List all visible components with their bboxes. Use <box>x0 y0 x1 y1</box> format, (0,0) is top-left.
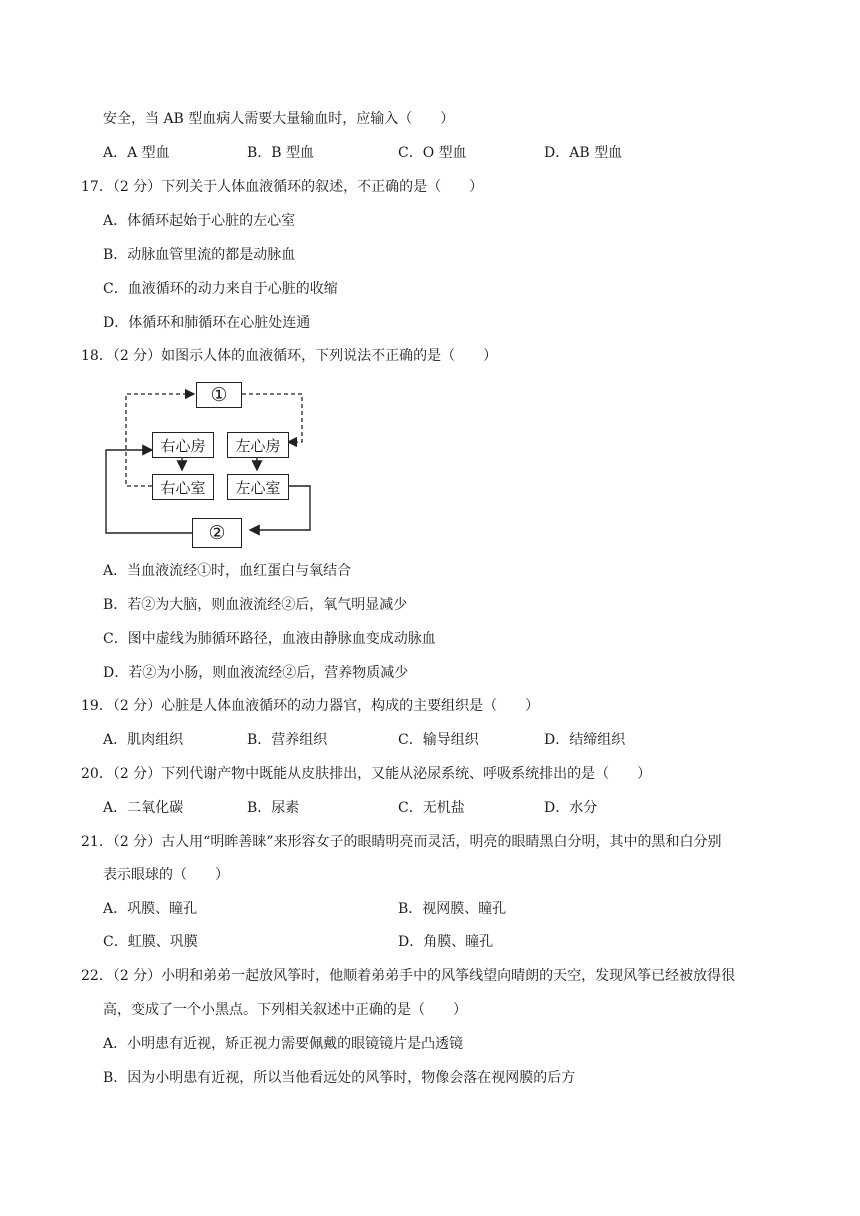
right-ventricle-box: 右心室 <box>152 474 214 500</box>
q18-stem: 18．（2 分）如图示人体的血液循环，下列说法不正确的是（ ） <box>81 348 498 364</box>
right-atrium-box: 右心房 <box>152 432 214 458</box>
left-ventricle-box: 左心室 <box>227 474 289 500</box>
q18-option-a: A．当血液流经①时，血红蛋白与氧结合 <box>103 563 352 579</box>
q17-option-d: D．体循环和肺循环在心脏处连通 <box>103 315 311 331</box>
q21-option-a: A．巩膜、瞳孔 <box>103 901 198 917</box>
q17-option-c: C．血液循环的动力来自于心脏的收缩 <box>103 281 338 297</box>
q22-stem-line2: 高，变成了一个小黑点。下列相关叙述中正确的是（ ） <box>103 1002 467 1018</box>
q19-option-d: D．结缔组织 <box>544 732 626 748</box>
q21-stem-line2: 表示眼球的（ ） <box>103 867 229 883</box>
q22-stem-line1: 22．（2 分）小明和弟弟一起放风筝时，他顺着弟弟手中的风筝线望向晴朗的天空，发现风筝已经被放得很 <box>81 968 736 984</box>
q17-option-b: B．动脉血管里流的都是动脉血 <box>103 247 296 263</box>
q16-stem-tail: 安全，当 AB 型血病人需要大量输血时，应输入（ ） <box>103 111 455 127</box>
q21-option-b: B．视网膜、瞳孔 <box>398 901 507 917</box>
q18-option-d: D．若②为小肠，则血液流经②后，营养物质减少 <box>103 665 409 681</box>
q20-option-b: B．尿素 <box>247 800 300 816</box>
q22-option-b: B．因为小明患有近视，所以当他看远处的风筝时，物像会落在视网膜的后方 <box>103 1070 576 1086</box>
q21-option-d: D．角膜、瞳孔 <box>398 934 494 950</box>
q19-option-b: B．营养组织 <box>247 732 328 748</box>
left-atrium-box: 左心房 <box>227 432 289 458</box>
q16-option-b: B．B 型血 <box>247 145 315 161</box>
q19-stem: 19．（2 分）心脏是人体血液循环的动力器官，构成的主要组织是（ ） <box>81 698 540 714</box>
q21-option-c: C．虹膜、巩膜 <box>103 934 198 950</box>
q16-option-c: C．O 型血 <box>398 145 467 161</box>
q18-option-c: C．图中虚线为肺循环路径，血液由静脉血变成动脉血 <box>103 631 436 647</box>
q19-option-c: C．输导组织 <box>398 732 479 748</box>
q17-option-a: A．体循环起始于心脏的左心室 <box>103 213 296 229</box>
circulation-diagram <box>96 378 326 550</box>
q20-option-c: C．无机盐 <box>398 800 465 816</box>
q16-option-d: D．AB 型血 <box>544 145 623 161</box>
q17-stem: 17．（2 分）下列关于人体血液循环的叙述，不正确的是（ ） <box>81 179 484 195</box>
organ-box-1: ① <box>196 382 242 408</box>
q20-option-a: A．二氧化碳 <box>103 800 184 816</box>
q20-stem: 20．（2 分）下列代谢产物中既能从皮肤排出，又能从泌尿系统、呼吸系统排出的是（ ） <box>81 766 652 782</box>
organ-box-2: ② <box>192 518 242 548</box>
q21-stem-line1: 21．（2 分）古人用“明眸善睐”来形容女子的眼睛明亮而灵活，明亮的眼睛黑白分明，其中的黑和白分别 <box>81 834 722 850</box>
q16-option-a: A．A 型血 <box>103 145 170 161</box>
q19-option-a: A．肌肉组织 <box>103 732 184 748</box>
q20-option-d: D．水分 <box>544 800 598 816</box>
q18-option-b: B．若②为大脑，则血液流经②后，氧气明显减少 <box>103 597 408 613</box>
q22-option-a: A．小明患有近视，矫正视力需要佩戴的眼镜镜片是凸透镜 <box>103 1036 464 1052</box>
